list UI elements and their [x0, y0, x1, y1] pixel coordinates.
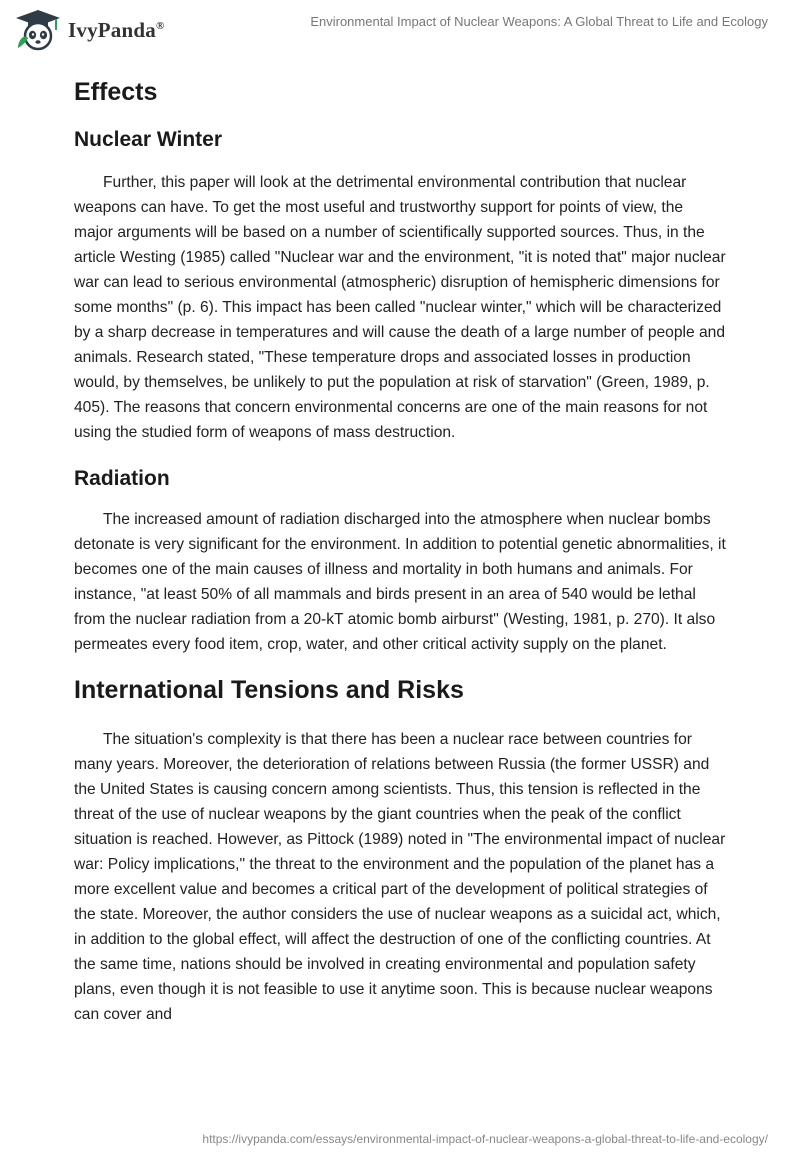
paragraph-radiation: The increased amount of radiation discharged into the atmosphere when nuclear bombs detonate is very significant for the environment. In addition to potential genetic abnormalities, it becomes one of the main causes of illness and mortality in both humans and animals. For instance, "at least 50% of all mammals and birds present in an area of 540 would be lethal from the nuclear radiation from a 20-kT atomic bomb airburst" (Westing, 1981, p. 270). It also permeates every food item, crop, water, and other critical activity supply on the planet. — [74, 511, 726, 653]
heading-international-tensions: International Tensions and Risks — [74, 676, 464, 704]
brand-name: IvyPanda® — [68, 17, 165, 42]
paragraph-international-tensions: The situation's complexity is that there has been a nuclear race between countries for many years. Moreover, the deterioration of relations between Russia (the former USSR) and the United States is causing concern among scientists. Thus, this tension is reflected in the threat of the use of nuclear weapons by the giant countries when the peak of the conflict situation is reached. However, as Pittock (1989) noted in "The environmental impact of nuclear war: Policy implications," the threat to the environment and the population of the planet has a more excellent value and becomes a critical part of the development of political strategies of the state. Moreover, the author considers the use of nuclear weapons as a suicidal act, which, in addition to the global effect, will affect the destruction of one of the conflicting countries. At the same time, nations should be involved in creating environmental and population safety plans, even though it is not feasible to use it anytime soon. This is because nuclear weapons can cover and — [74, 731, 726, 1023]
page-header — [0, 0, 800, 60]
document-title: Environmental Impact of Nuclear Weapons: A Global Threat to Life and Ecology — [310, 14, 768, 29]
brand-logo[interactable] — [14, 8, 164, 52]
heading-radiation: Radiation — [74, 467, 170, 490]
heading-effects: Effects — [74, 78, 158, 106]
heading-nuclear-winter: Nuclear Winter — [74, 128, 223, 151]
panda-graduate-icon — [14, 8, 62, 52]
source-url[interactable]: https://ivypanda.com/essays/environmental-impact-of-nuclear-weapons-a-global-threat-to-life-and-ecology/ — [202, 1132, 768, 1146]
article-body — [74, 70, 726, 1027]
paragraph-nuclear-winter: Further, this paper will look at the detrimental environmental contribution that nuclear weapons can have. To get the most useful and trustworthy support for points of view, the major arguments will be based on a number of scientifically supported sources. Thus, in the article Westing (1985) called "Nuclear war and the environment, "it is noted that" major nuclear war can lead to serious environmental (atmospheric) disruption of hemispheric dimensions for some months" (p. 6). This impact has been called "nuclear winter," which will be characterized by a sharp decrease in temperatures and will cause the death of a large number of people and animals. Research stated, "These temperature drops and associated losses in production would, by themselves, be unlikely to put the population at risk of starvation" (Green, 1989, p. 405). The reasons that concern environmental concerns are one of the main reasons for not using the studied form of weapons of mass destruction. — [74, 174, 726, 441]
